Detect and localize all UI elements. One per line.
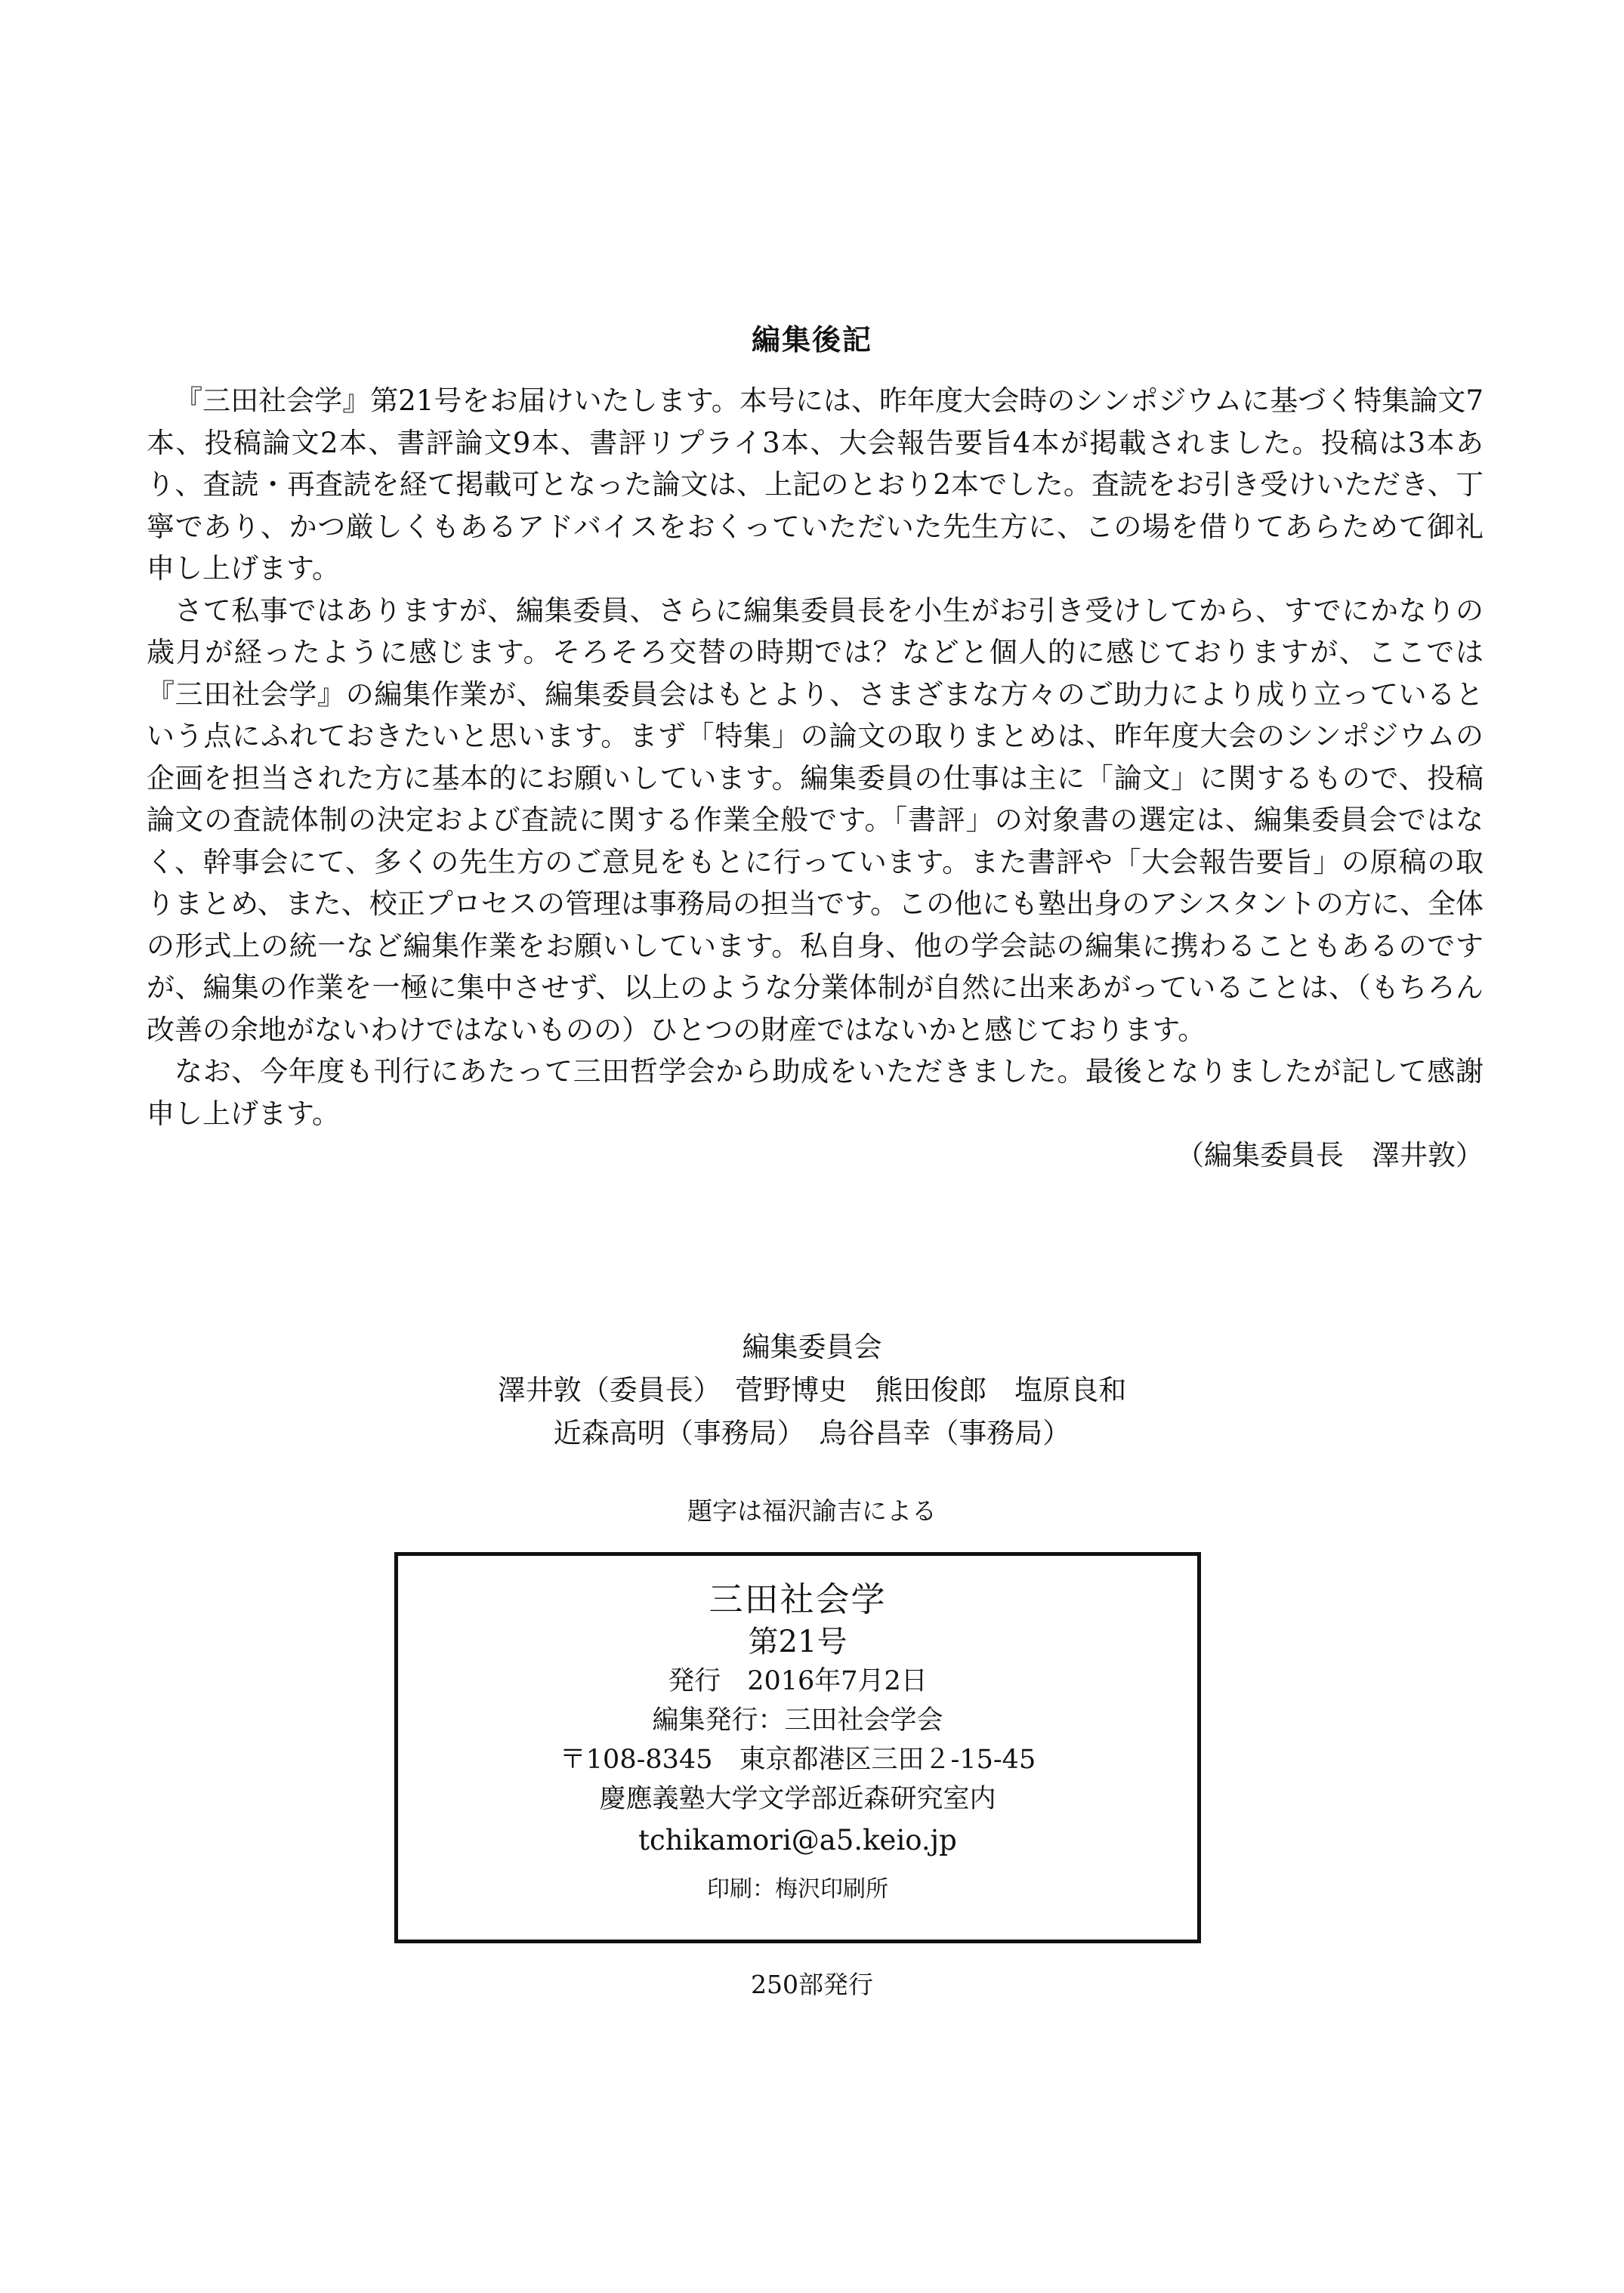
committee-members-line: 近森高明（事務局） 烏谷昌幸（事務局） <box>553 1417 1071 1449</box>
committee-members-line: 澤井敦（委員長） 菅野博史 熊田俊郎 塩原良和 <box>497 1374 1127 1406</box>
colophon-box <box>394 1552 1201 1943</box>
print-run: 250部発行 <box>751 1970 873 1999</box>
editorial-committee <box>0 1325 1624 1455</box>
colophon-email: tchikamori@a5.keio.jp <box>638 1824 957 1856</box>
colophon-journal-title: 三田社会学 <box>709 1579 887 1619</box>
colophon-issue: 第21号 <box>748 1625 848 1659</box>
colophon-printer: 印刷：梅沢印刷所 <box>707 1876 888 1903</box>
colophon-office: 慶應義塾大学文学部近森研究室内 <box>599 1784 996 1814</box>
colophon-publication-date: 発行 2016年7月2日 <box>668 1666 928 1696</box>
afterword-title: 編集後記 <box>751 323 872 356</box>
afterword-paragraph: なお、今年度も刊行にあたって三田哲学会から助成をいただきました。最後となりましたが記して感謝申し上げます。 <box>147 1055 1484 1130</box>
afterword-paragraph: さて私事ではありますが、編集委員、さらに編集委員長を小生がお引き受けしてから、すでにかなりの歳月が経ったように感じます。そろそろ交替の時期では？などと個人的に感じておりますが、ここでは『三田社会学』の編集作業が、編集委員会はもとより、さまざまな方々のご助力により成り立っているという点にふれておきたいと思います。まず「特集」の論文の取りまとめは、昨年度大会のシンポジウムの企画を担当された方に基本的にお願いしています。編集委員の仕事は主に「論文」に関するもので、投稿論文の査読体制の決定および査読に関する作業全般です。「書評」の対象書の選定は、編集委員会ではなく、幹事会にて、多くの先生方のご意見をもとに行っています。また書評や「大会報告要旨」の原稿の取りまとめ、また、校正プロセスの管理は事務局の担当です。この他にも塾出身のアシスタントの方に、全体の形式上の統一など編集作業をお願いしています。私自身、他の学会誌の編集に携わることもあるのですが、編集の作業を一極に集中させず、以上のような分業体制が自然に出来あがっていることは、（もちろん改善の余地がないわけではないものの）ひとつの財産ではないかと感じております。 <box>147 594 1484 1046</box>
afterword-paragraph: 『三田社会学』第21号をお届けいたします。本号には、昨年度大会時のシンポジウムに基づく特集論文7本、投稿論文2本、書評論文9本、書評リプライ3本、大会報告要旨4本が掲載されました。投稿は3本あり、査読・再査読を経て掲載可となった論文は、上記のとおり2本でした。査読をお引き受けいただき、丁寧であり、かつ厳しくもあるアドバイスをおくっていただいた先生方に、この場を借りてあらためて御礼申し上げます。 <box>147 384 1484 585</box>
colophon-address: 〒108-8345 東京都港区三田２-15-45 <box>559 1745 1036 1775</box>
calligraphy-note: 題字は福沢諭吉による <box>687 1496 937 1526</box>
committee-heading: 編集委員会 <box>742 1331 882 1363</box>
colophon-publisher: 編集発行：三田社会学会 <box>652 1705 943 1736</box>
afterword-body <box>147 380 1484 1177</box>
afterword-signature: （編集委員長 澤井敦） <box>1176 1139 1484 1171</box>
